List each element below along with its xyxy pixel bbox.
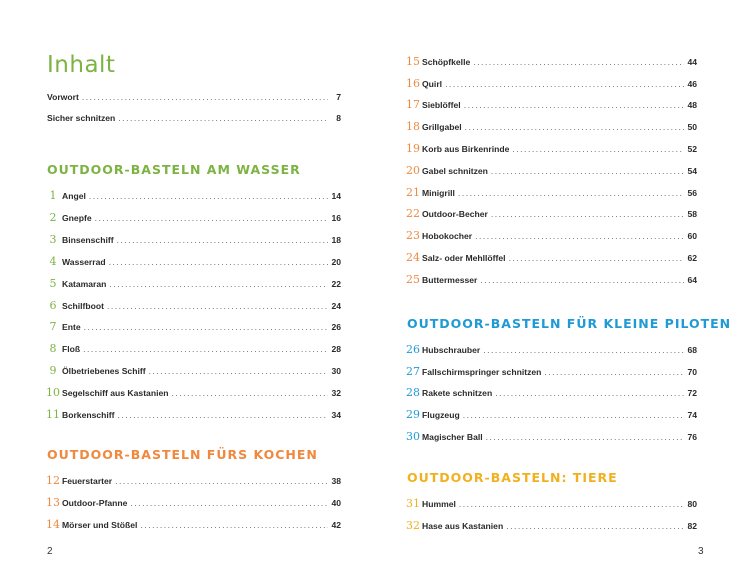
dot-leader: [491, 166, 684, 176]
toc-entry[interactable]: [44, 518, 341, 534]
toc-entry[interactable]: [404, 229, 697, 245]
chapter-number: 14: [46, 518, 60, 531]
dot-leader: [172, 388, 328, 398]
toc-entry-page: 58: [687, 209, 697, 219]
toc-entry-page: 34: [331, 410, 341, 420]
toc-entry-label: Quirl: [422, 79, 443, 89]
dot-leader: [544, 367, 684, 377]
toc-entry[interactable]: [404, 497, 697, 513]
toc-entry-page: 40: [331, 498, 341, 508]
toc-entry-page: 28: [331, 344, 341, 354]
toc-entry-label: Fallschirmspringer schnitzen: [422, 367, 542, 377]
toc-entry-page: 24: [331, 301, 341, 311]
dot-leader: [118, 113, 328, 123]
toc-entry[interactable]: [44, 255, 341, 271]
section-heading-wasser: OUTDOOR-BASTELN AM WASSER: [47, 162, 301, 177]
toc-entry-label: Floß: [62, 344, 81, 354]
section-heading-tiere: OUTDOOR-BASTELN: TIERE: [407, 470, 618, 485]
page-number: 3: [698, 546, 704, 557]
toc-entry-label: Vorwort: [47, 92, 79, 102]
dot-leader: [140, 520, 328, 530]
toc-entry-page: 62: [687, 253, 697, 263]
toc-entry-page: 82: [687, 521, 697, 531]
chapter-number: 24: [406, 251, 420, 264]
toc-entry-label: Minigrill: [422, 188, 455, 198]
dot-leader: [107, 301, 328, 311]
toc-entry-label: Schilfboot: [62, 301, 105, 311]
chapter-number: 27: [406, 365, 420, 378]
chapter-number: 17: [406, 98, 420, 111]
toc-entry-page: 54: [687, 166, 697, 176]
chapter-number: 11: [46, 408, 60, 421]
toc-entry-page: 48: [687, 100, 697, 110]
toc-entry-page: 72: [687, 388, 697, 398]
toc-entry-label: Sicher schnitzen: [47, 113, 116, 123]
chapter-number: 18: [406, 120, 420, 133]
toc-entry-page: 46: [687, 79, 697, 89]
toc-entry-label: Korb aus Birkenrinde: [422, 144, 510, 154]
chapter-number: 16: [406, 77, 420, 90]
toc-entry-label: Gnepfe: [62, 213, 92, 223]
dot-leader: [109, 257, 328, 267]
toc-entry-label: Sieblöffel: [422, 100, 461, 110]
dot-leader: [118, 410, 328, 420]
chapter-number: 19: [406, 142, 420, 155]
toc-entry-label: Binsenschiff: [62, 235, 114, 245]
toc-entry[interactable]: [44, 277, 341, 293]
dot-leader: [473, 57, 684, 67]
toc-entry-label: Katamaran: [62, 279, 107, 289]
toc-entry[interactable]: [404, 77, 697, 93]
toc-entry-label: Hase aus Kastanien: [422, 521, 504, 531]
toc-entry-label: Wasserrad: [62, 257, 106, 267]
dot-leader: [130, 498, 328, 508]
toc-entry-page: 8: [336, 113, 341, 123]
dot-leader: [491, 209, 684, 219]
toc-entry[interactable]: [404, 365, 697, 381]
right-page: [375, 0, 750, 578]
toc-entry[interactable]: [44, 496, 341, 512]
toc-entry-page: 42: [331, 520, 341, 530]
dot-leader: [109, 279, 328, 289]
chapter-number: 5: [49, 277, 57, 290]
toc-entry-label: Outdoor-Becher: [422, 209, 488, 219]
dot-leader: [117, 235, 328, 245]
dot-leader: [475, 231, 684, 241]
toc-entry-page: 64: [687, 275, 697, 285]
page-title: Inhalt: [47, 52, 116, 78]
chapter-number: 7: [49, 320, 57, 333]
chapter-number: 22: [406, 207, 420, 220]
toc-entry[interactable]: [44, 189, 341, 205]
toc-entry-page: 50: [687, 122, 697, 132]
toc-entry-label: Segelschiff aus Kastanien: [62, 388, 169, 398]
dot-leader: [115, 476, 328, 486]
toc-entry-page: 20: [331, 257, 341, 267]
toc-entry-label: Buttermesser: [422, 275, 478, 285]
toc-entry[interactable]: [44, 211, 341, 227]
dot-leader: [486, 432, 684, 442]
toc-entry-page: 32: [331, 388, 341, 398]
dot-leader: [495, 388, 684, 398]
chapter-number: 23: [406, 229, 420, 242]
chapter-number: 32: [406, 519, 420, 532]
toc-entry-page: 7: [336, 92, 341, 102]
dot-leader: [458, 188, 684, 198]
chapter-number: 9: [49, 364, 57, 377]
toc-entry-label: Rakete schnitzen: [422, 388, 493, 398]
toc-entry[interactable]: [404, 343, 697, 359]
toc-entry[interactable]: [404, 251, 697, 267]
toc-entry[interactable]: [44, 408, 341, 424]
chapter-number: 13: [46, 496, 60, 509]
dot-leader: [480, 275, 684, 285]
chapter-number: 20: [406, 164, 420, 177]
chapter-number: 6: [49, 299, 57, 312]
toc-entry-page: 56: [687, 188, 697, 198]
toc-entry-page: 44: [687, 57, 697, 67]
dot-leader: [509, 253, 684, 263]
dot-leader: [83, 344, 328, 354]
toc-entry[interactable]: [44, 320, 341, 336]
chapter-number: 21: [406, 186, 420, 199]
chapter-number: 3: [49, 233, 57, 246]
toc-entry-page: 22: [331, 279, 341, 289]
toc-entry[interactable]: [404, 207, 697, 223]
chapter-number: 26: [406, 343, 420, 356]
toc-entry[interactable]: [44, 342, 341, 358]
toc-entry-page: 26: [331, 322, 341, 332]
section-heading-kochen: OUTDOOR-BASTELN FÜRS KOCHEN: [47, 447, 318, 462]
toc-entry-label: Gabel schnitzen: [422, 166, 488, 176]
toc-entry[interactable]: [404, 408, 697, 424]
chapter-number: 28: [406, 386, 420, 399]
dot-leader: [483, 345, 684, 355]
toc-entry-page: 30: [331, 366, 341, 376]
toc-entry[interactable]: [44, 233, 341, 249]
dot-leader: [463, 410, 684, 420]
dot-leader: [459, 499, 684, 509]
page-number: 2: [47, 546, 53, 557]
section-heading-piloten: OUTDOOR-BASTELN FÜR KLEINE PILOTEN: [407, 316, 732, 331]
toc-entry-vorwort[interactable]: [47, 92, 341, 108]
toc-entry-label: Borkenschiff: [62, 410, 115, 420]
chapter-number: 30: [406, 430, 420, 443]
dot-leader: [445, 79, 684, 89]
toc-entry-label: Magischer Ball: [422, 432, 483, 442]
chapter-number: 4: [49, 255, 57, 268]
toc-entry-label: Mörser und Stößel: [62, 520, 138, 530]
toc-entry-page: 80: [687, 499, 697, 509]
toc-entry[interactable]: [404, 55, 697, 71]
toc-entry[interactable]: [404, 386, 697, 402]
toc-entry[interactable]: [404, 273, 697, 289]
toc-entry-label: Ente: [62, 322, 81, 332]
toc-entry-label: Feuerstarter: [62, 476, 113, 486]
chapter-number: 25: [406, 273, 420, 286]
toc-entry-page: 52: [687, 144, 697, 154]
chapter-number: 29: [406, 408, 420, 421]
toc-entry-label: Flugzeug: [422, 410, 460, 420]
dot-leader: [89, 191, 328, 201]
toc-entry-page: 60: [687, 231, 697, 241]
toc-entry-label: Hubschrauber: [422, 345, 481, 355]
toc-entry-label: Outdoor-Pfanne: [62, 498, 128, 508]
dot-leader: [465, 122, 684, 132]
chapter-number: 10: [46, 386, 60, 399]
toc-entry[interactable]: [44, 364, 341, 380]
toc-entry-page: 14: [331, 191, 341, 201]
toc-entry-label: Hobokocher: [422, 231, 473, 241]
toc-entry-page: 68: [687, 345, 697, 355]
toc-entry-sicher-schnitzen[interactable]: [47, 113, 341, 129]
chapter-number: 8: [49, 342, 57, 355]
toc-entry[interactable]: [404, 120, 697, 136]
toc-entry[interactable]: [404, 164, 697, 180]
chapter-number: 12: [46, 474, 60, 487]
toc-entry-page: 38: [331, 476, 341, 486]
toc-entry-label: Ölbetriebenes Schiff: [62, 366, 146, 376]
chapter-number: 1: [49, 189, 57, 202]
toc-entry-label: Hummel: [422, 499, 456, 509]
toc-entry-label: Salz- oder Mehllöffel: [422, 253, 506, 263]
dot-leader: [512, 144, 684, 154]
toc-entry[interactable]: [44, 474, 341, 490]
dot-leader: [149, 366, 328, 376]
dot-leader: [95, 213, 328, 223]
toc-entry-label: Angel: [62, 191, 86, 201]
toc-entry[interactable]: [404, 186, 697, 202]
toc-entry-label: Schöpfkelle: [422, 57, 471, 67]
toc-entry[interactable]: [404, 98, 697, 114]
toc-entry-page: 16: [331, 213, 341, 223]
toc-entry[interactable]: [404, 142, 697, 158]
dot-leader: [506, 521, 684, 531]
toc-entry-page: 76: [687, 432, 697, 442]
chapter-number: 2: [49, 211, 57, 224]
chapter-number: 31: [406, 497, 420, 510]
toc-entry[interactable]: [44, 386, 341, 402]
toc-entry-label: Grillgabel: [422, 122, 462, 132]
toc-entry-page: 18: [331, 235, 341, 245]
dot-leader: [464, 100, 684, 110]
chapter-number: 15: [406, 55, 420, 68]
toc-entry[interactable]: [404, 519, 697, 535]
toc-entry[interactable]: [404, 430, 697, 446]
dot-leader: [84, 322, 328, 332]
toc-entry-page: 70: [687, 367, 697, 377]
toc-entry-page: 74: [687, 410, 697, 420]
dot-leader: [82, 92, 328, 102]
toc-entry[interactable]: [44, 299, 341, 315]
